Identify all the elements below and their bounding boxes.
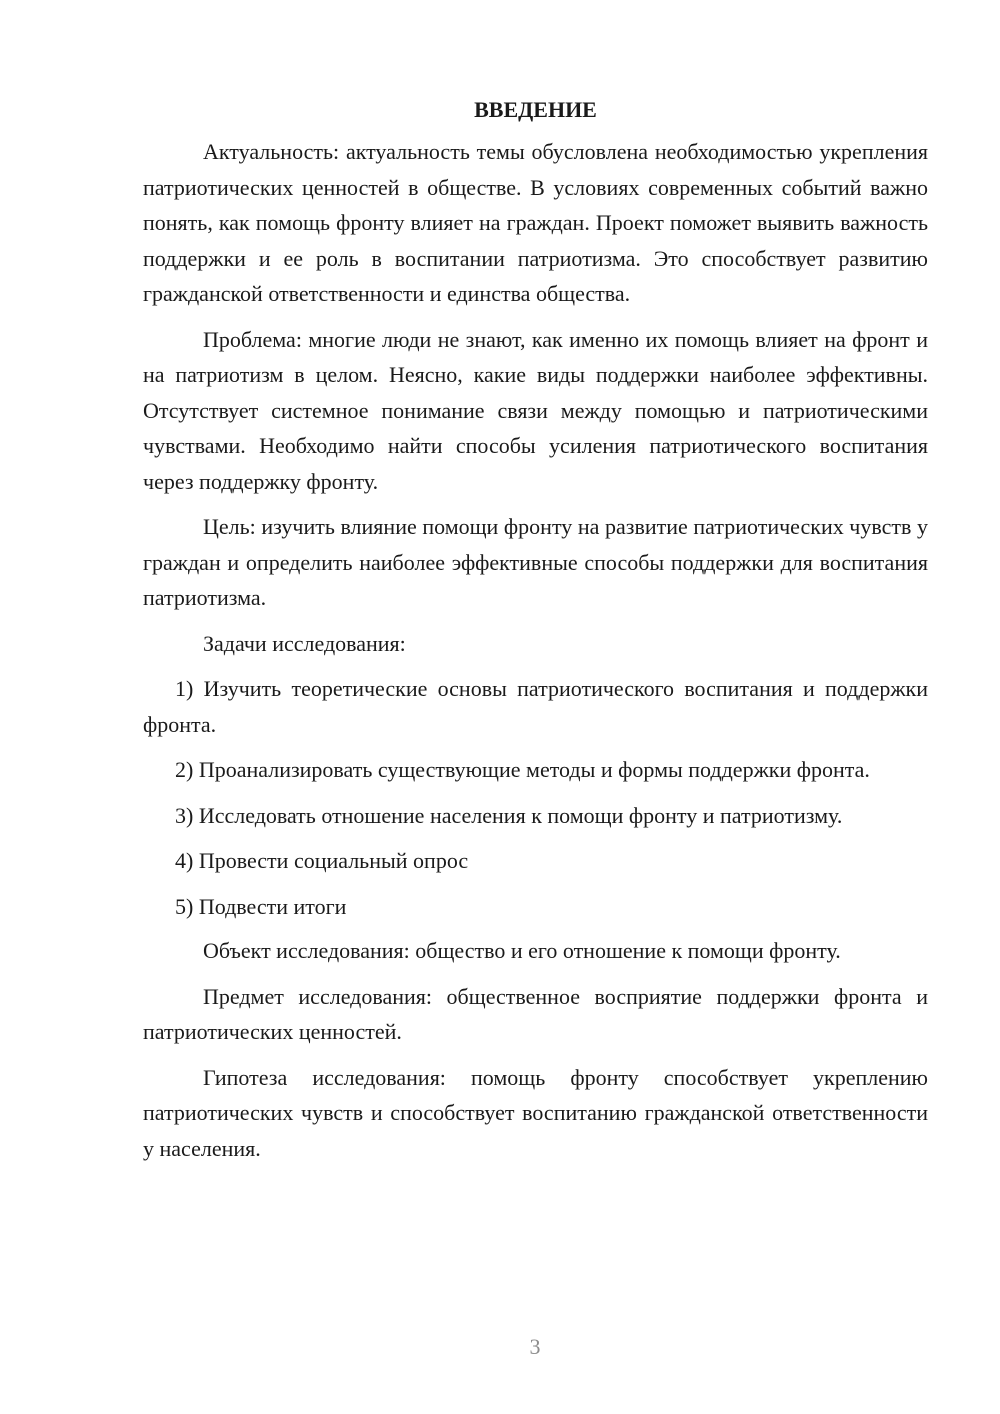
task-item-1: 1) Изучить теоретические основы патриотического воспитания и поддержки фронта. [143, 676, 928, 737]
hypothesis-paragraph: Гипотеза исследования: помощь фронту способствует укреплению патриотических чувств и способствует воспитанию гражданской ответственности у населения. [143, 1064, 928, 1161]
tasks-heading: Задачи исследования: [203, 630, 406, 656]
page-title: ВВЕДЕНИЕ [474, 97, 597, 122]
document-page [143, 92, 928, 1176]
object-paragraph: Объект исследования: общество и его отношение к помощи фронту. [203, 938, 841, 963]
task-item-4: 4) Провести социальный опрос [175, 848, 469, 873]
task-item-5: 5) Подвести итоги [175, 893, 347, 919]
task-item-3: 3) Исследовать отношение населения к помощи фронту и патриотизму. [175, 802, 843, 828]
problem-paragraph: Проблема: многие люди не знают, как именно их помощь влияет на фронт и на патриотизм в целом. Неясно, какие виды поддержки наиболее эффективны. Отсутствует системное понимание связи между помощью и патриотическими чувствами. Необходимо найти способы усиления патриотического воспитания через поддержку фронту. [143, 326, 928, 494]
relevance-paragraph: Актуальность: актуальность темы обусловлена необходимостью укрепления патриотических ценностей в обществе. В условиях современных событий важно понять, как помощь фронту влияет на граждан. Проект поможет выявить важность поддержки и ее роль в воспитании патриотизма. Это способствует развитию гражданской ответственности и единства общества. [143, 139, 928, 306]
page-number: 3 [529, 1334, 541, 1359]
goal-paragraph: Цель: изучить влияние помощи фронту на развитие патриотических чувств у граждан и определить наиболее эффективные способы поддержки для воспитания патриотизма. [143, 514, 928, 610]
subject-paragraph: Предмет исследования: общественное восприятие поддержки фронта и патриотических ценностей. [143, 983, 928, 1044]
task-item-2: 2) Проанализировать существующие методы и формы поддержки фронта. [175, 757, 870, 782]
